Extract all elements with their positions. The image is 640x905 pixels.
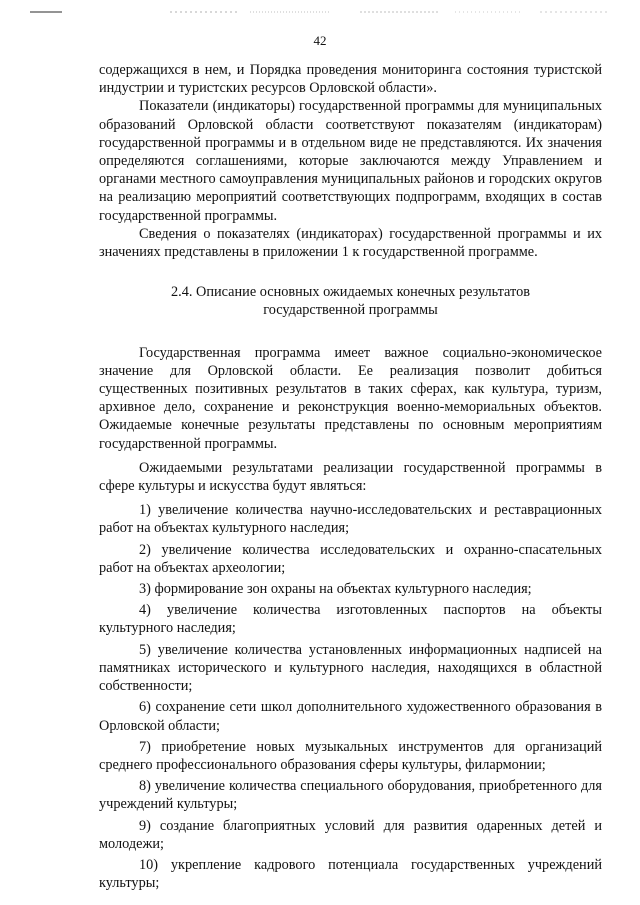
- paragraph-continuation: содержащихся в нем, и Порядка проведения мониторинга состояния туристской индустрии и туристских ресурсов Орловской области».: [99, 62, 602, 97]
- paragraph-indicators: Показатели (индикаторы) государственной программы для муниципальных образований Орловской области соответствуют показателям (индикаторам) государственной программы и в отдельном виде не представляются. Их значения определяются соглашениями, которые заключаются между Управлением и органами местного самоуправления муниципальных районов и городских округов на реализацию мероприятий соответствующих подпрограмм, входящих в состав государственной программы.: [99, 98, 602, 224]
- section-heading: [99, 283, 602, 319]
- document-body: [99, 61, 602, 895]
- list-item: 6) сохранение сети школ дополнительного художественного образования в Орловской области;: [99, 699, 602, 734]
- list-item: 7) приобретение новых музыкальных инструментов для организаций среднего профессионального образования сферы культуры, филармонии;: [99, 738, 602, 773]
- paragraph-program-importance: Государственная программа имеет важное социально-экономическое значение для Орловской области. Ее реализация позволит добиться существенных позитивных результатов в таких сферах, как культура, туризм, архивное дело, сохранение и реконструкция военно-мемориальных объектов. Ожидаемые конечные результаты представлены по основным мероприятиям государственной программы.: [99, 344, 602, 452]
- paragraph-expected-results-intro: Ожидаемыми результатами реализации государственной программы в сфере культуры и искусства будут являться:: [99, 459, 602, 495]
- scan-artifact-header: [0, 6, 640, 20]
- section-heading-line-2: государственной программы: [263, 302, 438, 319]
- list-item: 9) создание благоприятных условий для развития одаренных детей и молодежи;: [99, 817, 602, 852]
- list-item: 1) увеличение количества научно-исследовательских и реставрационных работ на объектах культурного наследия;: [99, 502, 602, 537]
- list-item: 4) увеличение количества изготовленных паспортов на объекты культурного наследия;: [99, 602, 602, 637]
- list-item: 2) увеличение количества исследовательских и охранно-спасательных работ на объектах археологии;: [99, 541, 602, 576]
- list-item: 8) увеличение количества специального оборудования, приобретенного для учреждений культуры;: [99, 778, 602, 813]
- section-heading-line-1: 2.4. Описание основных ожидаемых конечных результатов: [171, 284, 530, 301]
- paragraph-indicators-info: Сведения о показателях (индикаторах) государственной программы и их значениях представлены в приложении 1 к государственной программе.: [99, 225, 602, 261]
- list-item: 5) увеличение количества установленных информационных надписей на памятниках исторического и культурного наследия, находящихся в областной собственности;: [99, 641, 602, 695]
- list-item: 3) формирование зон охраны на объектах культурного наследия;: [139, 581, 532, 598]
- page-number: 42: [313, 33, 327, 48]
- list-item: 10) укрепление кадрового потенциала государственных учреждений культуры;: [99, 856, 602, 892]
